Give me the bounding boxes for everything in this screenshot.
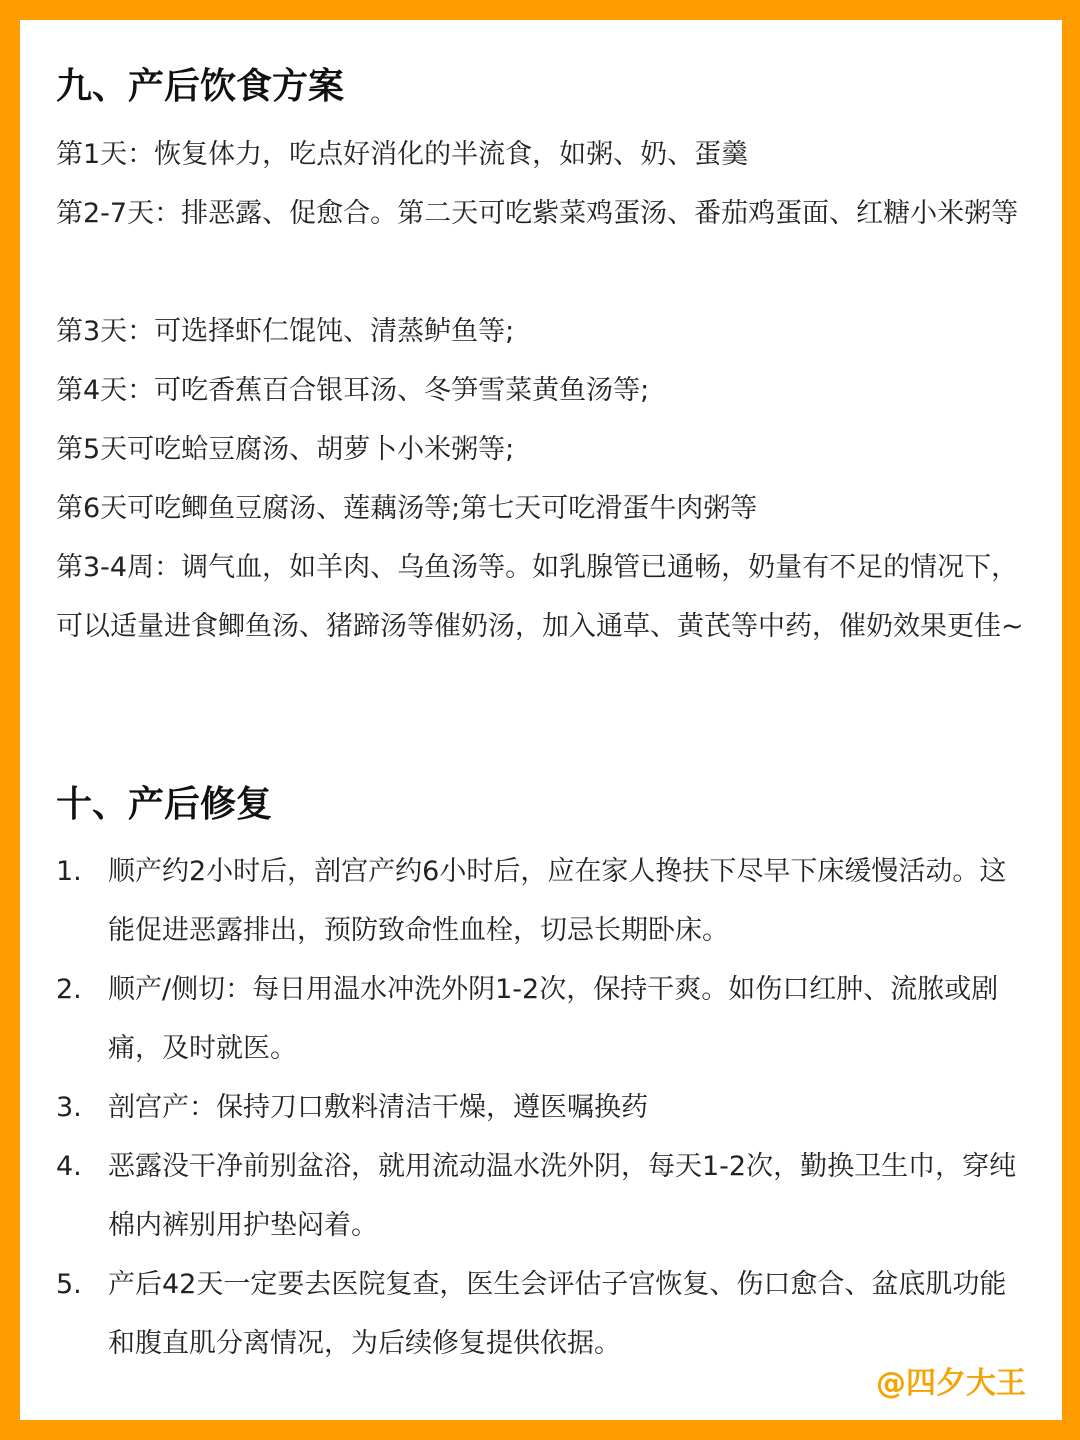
list-item-number: 5.: [56, 1269, 82, 1300]
list-item-text: 剖宫产：保持刀口敷料清洁干燥，遵医嘱换药: [108, 1092, 648, 1123]
list-item-number: 4.: [56, 1151, 82, 1182]
diet-day-3: 第3天：可选择虾仁馄饨、清蒸鲈鱼等;: [56, 316, 515, 347]
section-9-title: 九、产后饮食方案: [56, 66, 345, 107]
list-item: [56, 960, 1026, 1078]
list-item: [56, 842, 1026, 960]
diet-day-6-7: 第6天可吃鲫鱼豆腐汤、莲藕汤等;第七天可吃滑蛋牛肉粥等: [56, 493, 758, 524]
content-card: [20, 20, 1062, 1420]
diet-week-3-4: 第3-4周：调气血，如羊肉、乌鱼汤等。如乳腺管已通畅，奶量有不足的情况下，可以适量进食鲫鱼汤、猪蹄汤等催奶汤，加入通草、黄芪等中药，催奶效果更佳~: [56, 552, 1024, 642]
list-item-number: 1.: [56, 856, 82, 887]
diet-day-5: 第5天可吃蛤豆腐汤、胡萝卜小米粥等;: [56, 434, 515, 465]
list-item: [56, 1255, 1026, 1373]
author-watermark: @四夕大王: [876, 1366, 1026, 1401]
list-item-text: 产后42天一定要去医院复查，医生会评估子宫恢复、伤口愈合、盆底肌功能和腹直肌分离情况，为后续修复提供依据。: [108, 1269, 1007, 1359]
diet-day-1: 第1天：恢复体力，吃点好消化的半流食，如粥、奶、蛋羹: [56, 139, 749, 170]
list-item-text: 顺产约2小时后，剖宫产约6小时后，应在家人搀扶下尽早下床缓慢活动。这能促进恶露排出，预防致命性血栓，切忌长期卧床。: [108, 856, 1007, 946]
diet-day-2-7: 第2-7天：排恶露、促愈合。第二天可吃紫菜鸡蛋汤、番茄鸡蛋面、红糖小米粥等: [56, 198, 1019, 229]
section-10-title: 十、产后修复: [56, 784, 273, 825]
diet-day-4: 第4天：可吃香蕉百合银耳汤、冬笋雪菜黄鱼汤等;: [56, 375, 650, 406]
list-item: [56, 1137, 1026, 1255]
list-item-number: 2.: [56, 974, 82, 1005]
list-item-number: 3.: [56, 1092, 82, 1123]
list-item-text: 恶露没干净前别盆浴，就用流动温水洗外阴，每天1-2次，勤换卫生巾，穿纯棉内裤别用护垫闷着。: [108, 1151, 1017, 1241]
list-item-text: 顺产/侧切：每日用温水冲洗外阴1-2次，保持干爽。如伤口红肿、流脓或剧痛，及时就医。: [108, 974, 999, 1064]
list-item: [56, 1078, 1026, 1137]
